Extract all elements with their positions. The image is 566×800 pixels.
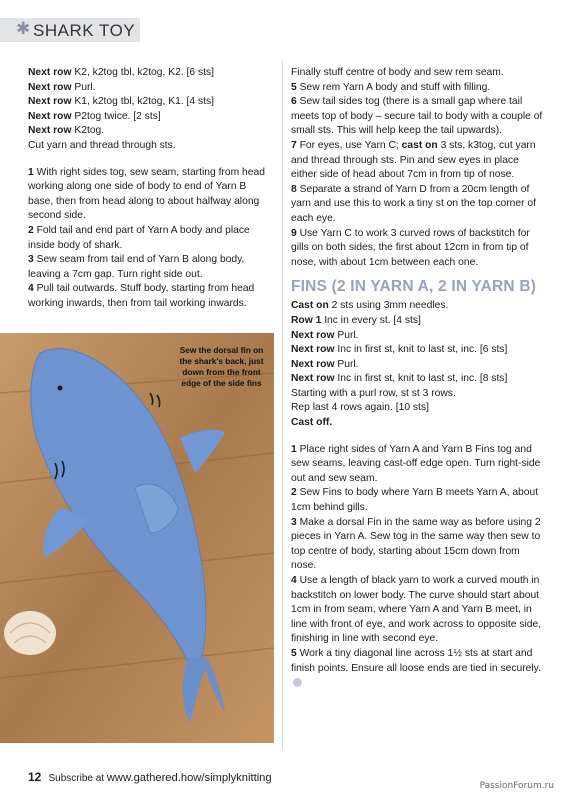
pattern-row: [28, 110, 274, 125]
step-item: [28, 224, 274, 253]
bold-label: Cast on: [291, 300, 329, 312]
bold-label: Next row: [291, 373, 335, 385]
pattern-row: [291, 358, 547, 373]
bold-label: Row 1: [291, 314, 322, 326]
bold-label: Next row: [28, 81, 72, 93]
bold-label: Next row: [291, 329, 335, 341]
bold-label: 5: [291, 81, 297, 93]
right-column: [291, 66, 547, 691]
body-text: Sew tail sides tog (there is a small gap where tail meets top of body – secure tail to body with a couple of small sts. This will help keep the tail upwards).: [291, 96, 543, 137]
body-text: K2tog.: [71, 125, 105, 137]
body-text: Inc in first st, knit to last st, inc. [6 sts]: [334, 344, 508, 356]
bold-label: 3: [28, 254, 34, 266]
photo-caption: Sew the dorsal fin on the shark's back, just down from the front edge of the side fins: [179, 345, 264, 388]
bold-label: 8: [291, 183, 297, 195]
subscribe-label: Subscribe at: [48, 773, 107, 784]
end-mark-icon: [293, 678, 302, 687]
body-text: Fold tail and end part of Yarn A body and place inside body of shark.: [28, 224, 250, 251]
bold-label: 2: [28, 224, 34, 236]
body-text: Purl.: [71, 81, 96, 93]
body-text: Place right sides of Yarn A and Yarn B Fins tog and sew seams, leaving cast-off edge open. Turn right-side out and sew seam.: [291, 443, 541, 484]
step-item: [291, 139, 547, 183]
cast-off-text: [291, 416, 547, 431]
shark-illustration: [0, 333, 274, 743]
step-item: [291, 574, 547, 647]
pattern-note: Rep last 4 rows again. [10 sts]: [291, 402, 429, 414]
body-text: Separate a strand of Yarn D from a 20cm length of yarn and use this to work a tiny st on the top corner of each eye.: [291, 183, 536, 224]
page-header: [0, 14, 566, 44]
column-divider: [282, 60, 283, 750]
bold-label: Cast off.: [291, 417, 333, 429]
bold-label: 2: [291, 487, 297, 499]
bold-label: Next row: [28, 96, 72, 108]
step-item: [291, 81, 547, 96]
step-item: [291, 227, 547, 271]
left-column: [28, 66, 274, 312]
subscribe-link[interactable]: www.gathered.how/simplyknitting: [106, 772, 272, 784]
bold-label: 7: [291, 139, 297, 151]
bold-label: Next row: [28, 110, 72, 122]
step-item: [28, 253, 274, 282]
body-text: Pull tail outwards. Stuff body, starting from head working inwards, then from tail working inwards.: [28, 283, 255, 309]
cut-yarn-text: Cut yarn and thread through sts.: [28, 139, 176, 151]
body-text: K2, k2tog tbl, k2tog, K2. [6 sts]: [71, 67, 215, 78]
intro-text: Finally stuff centre of body and sew rem seam.: [291, 67, 504, 78]
step-item: [291, 516, 547, 574]
step-item: [291, 647, 547, 691]
body-text: Make a dorsal Fin in the same way as before using 2 pieces in Yarn A. Sew tog in the same way then sew to top centre of body, starting about 15cm down from nose.: [291, 516, 541, 572]
step-item: [291, 443, 547, 487]
page-footer: [28, 770, 272, 784]
pattern-note: Starting with a purl row, st st 3 rows.: [291, 387, 456, 399]
bold-label: Next row: [291, 358, 335, 370]
bold-label: 4: [291, 575, 297, 586]
bold-label: cast on: [401, 139, 438, 151]
pattern-row: [28, 81, 274, 96]
body-text: Use a length of black yarn to work a curved mouth in backstitch on lower body. The curve should start about 1cm in from seam, where Yarn A and Yarn B meet, in line with front of eye, and work across to opposite side, finishing in line with second eye.: [291, 575, 542, 645]
body-text: Purl.: [334, 358, 359, 370]
body-text: For eyes, use Yarn C;: [296, 139, 402, 151]
bold-label: Next row: [28, 67, 72, 78]
bold-label: Next row: [291, 344, 335, 356]
bold-label: 1: [28, 166, 34, 178]
pattern-row: [28, 95, 274, 110]
step-item: [291, 95, 547, 139]
body-text: Sew rem Yarn A body and stuff with filling.: [296, 81, 491, 93]
body-text: With right sides tog, sew seam, starting from head working along one side of body to end of Yarn B base, then from head along to about halfway along second side.: [28, 166, 265, 222]
pattern-row: [291, 343, 547, 358]
body-text: Inc in every st. [4 sts]: [321, 314, 421, 326]
pattern-row: [28, 124, 274, 139]
pattern-row: [291, 372, 547, 387]
asterisk-icon: ✱: [16, 19, 31, 38]
pattern-row: [291, 314, 547, 329]
step-item: [28, 166, 274, 224]
pattern-row: [28, 66, 274, 81]
step-item: [28, 282, 274, 311]
body-text: P2tog twice. [2 sts]: [71, 110, 161, 122]
body-text: Sew Fins to body where Yarn B meets Yarn A, about 1cm behind gills.: [291, 487, 539, 514]
body-text: Purl.: [334, 329, 359, 341]
bold-label: 4: [28, 283, 34, 295]
fins-heading: FINS (2 IN YARN A, 2 IN YARN B): [291, 278, 537, 296]
body-text: Work a tiny diagonal line across 1½ sts at start and finish points. Ensure all loose ends are tied in securely.: [291, 647, 541, 674]
body-text: 3 sts, k3tog, cut yarn and thread through sts. Pin and sew eyes in place either side of head about 7cm in from tip of nose.: [291, 139, 536, 181]
page-number: 12: [28, 770, 42, 784]
body-text: Use Yarn C to work 3 curved rows of backstitch for gills on both sides, the first about 12cm in from tip of nose, with about 1cm between each one.: [291, 227, 530, 268]
bold-label: 6: [291, 96, 297, 108]
bold-label: 1: [291, 443, 297, 455]
bold-label: 3: [291, 516, 297, 528]
body-text: Inc in first st, knit to last st, inc. [8 sts]: [334, 373, 508, 385]
shark-photo: [0, 333, 274, 743]
body-text: 2 sts using 3mm needles.: [328, 300, 449, 312]
pattern-row: [291, 329, 547, 344]
body-text: Sew seam from tail end of Yarn B along body, leaving a 7cm gap. Turn right side out.: [28, 254, 245, 280]
bold-label: 9: [291, 227, 297, 239]
bold-label: 5: [291, 647, 297, 659]
step-item: [291, 183, 547, 227]
pattern-row: [291, 299, 547, 314]
section-title: SHARK TOY: [33, 21, 136, 40]
body-text: K1, k2tog tbl, k2tog, K1. [4 sts]: [71, 96, 215, 108]
step-item: [291, 486, 547, 515]
watermark: PassionForum.ru: [479, 781, 554, 791]
bold-label: Next row: [28, 125, 72, 137]
